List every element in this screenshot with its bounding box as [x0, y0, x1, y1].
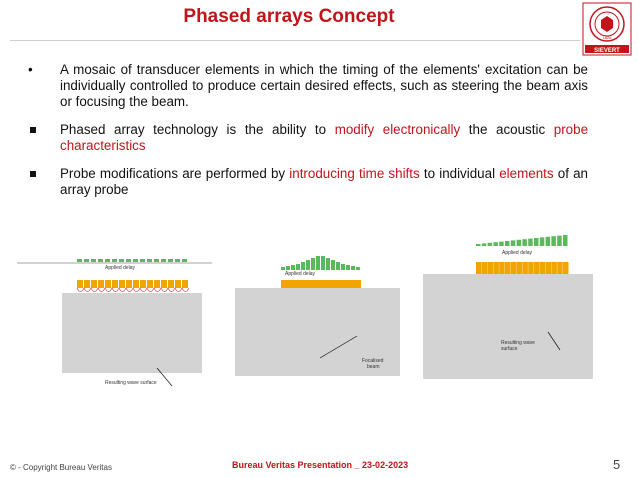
- delay-bar: [161, 259, 166, 262]
- bullet-text: to individual: [423, 166, 500, 181]
- transducer-elements: [476, 262, 569, 274]
- page-number: 5: [613, 457, 621, 472]
- transducer-element: [563, 262, 569, 274]
- applied-delay-label: Applied delay: [105, 265, 136, 271]
- transducer-element: [534, 262, 540, 274]
- transducer-element: [488, 262, 494, 274]
- slide-title: Phased arrays Concept: [183, 6, 395, 27]
- delay-bar: [511, 240, 516, 246]
- delay-bar: [493, 242, 498, 246]
- applied-delay-label: Applied delay: [502, 250, 533, 256]
- highlight-text: elements: [499, 166, 554, 181]
- delay-bar: [546, 237, 551, 246]
- delay-bar: [296, 264, 300, 270]
- delay-bar: [286, 266, 290, 270]
- delay-bar: [522, 239, 527, 246]
- transducer-elements: [281, 280, 361, 288]
- transducer-element: [133, 280, 139, 288]
- delay-bar: [488, 243, 493, 246]
- title-divider: [10, 40, 580, 41]
- delay-bar: [147, 259, 152, 262]
- delay-bar: [91, 259, 96, 262]
- bullet-text: A mosaic of transducer elements in which the timing of the elements' excitation can be individually controlled to produce certain desired effects, such as steering the beam axis or focusing the beam.: [60, 62, 588, 109]
- transducer-element: [511, 262, 517, 274]
- delay-bar: [505, 241, 510, 246]
- delay-bar: [540, 237, 545, 246]
- transducer-element: [147, 280, 153, 288]
- transducer-element: [168, 280, 174, 288]
- delay-bar: [316, 256, 320, 270]
- test-material: [423, 274, 593, 379]
- presentation-info: Bureau Veritas Presentation _ 23-02-2023: [232, 460, 409, 470]
- delay-bar: [119, 259, 124, 262]
- bullet-text: Phased array technology is the ability to: [60, 122, 335, 137]
- delay-bar: [346, 265, 350, 270]
- transducer-element: [301, 280, 306, 288]
- delay-bar: [140, 259, 145, 262]
- figure-focusing-delay: [235, 250, 405, 380]
- transducer-element: [140, 280, 146, 288]
- transducer-element: [517, 262, 523, 274]
- transducer-element: [306, 280, 311, 288]
- bureau-veritas-logo: [582, 2, 632, 56]
- transducer-element: [98, 280, 104, 288]
- transducer-element: [291, 280, 296, 288]
- delay-bar: [341, 264, 345, 270]
- delay-bar: [281, 267, 285, 270]
- transducer-element: [286, 280, 291, 288]
- test-material: [62, 293, 202, 373]
- delay-bar: [517, 240, 522, 246]
- svg-text:1828: 1828: [602, 35, 612, 40]
- transducer-element: [175, 280, 181, 288]
- delay-bar: [291, 265, 295, 270]
- highlight-text: probe characteristics: [60, 122, 589, 153]
- figure-steering-delay: [418, 232, 598, 382]
- transducer-element: [546, 262, 552, 274]
- transducer-element: [331, 280, 336, 288]
- delay-bar: [168, 259, 173, 262]
- transducer-element: [551, 262, 557, 274]
- transducer-element: [476, 262, 482, 274]
- resulting-label-2: surface: [501, 346, 518, 352]
- transducer-element: [499, 262, 505, 274]
- delay-bar: [311, 258, 315, 270]
- transducer-element: [126, 280, 132, 288]
- delay-bar: [306, 260, 310, 270]
- delay-bar: [175, 259, 180, 262]
- delay-bar: [476, 244, 481, 246]
- transducer-element: [522, 262, 528, 274]
- dot-bullet-icon: •: [28, 62, 33, 77]
- transducer-element: [105, 280, 111, 288]
- delay-bar: [331, 260, 335, 270]
- delay-bar: [77, 259, 82, 262]
- transducer-element: [493, 262, 499, 274]
- resulting-label: Resulting wave surface: [105, 380, 157, 386]
- transducer-element: [112, 280, 118, 288]
- transducer-element: [182, 280, 188, 288]
- delay-bar: [105, 259, 110, 262]
- transducer-element: [84, 280, 90, 288]
- delay-bar: [534, 238, 539, 246]
- delay-bar: [336, 262, 340, 270]
- copyright-text: © - Copyright Bureau Veritas: [10, 463, 112, 472]
- transducer-element: [346, 280, 351, 288]
- delay-bar: [528, 239, 533, 246]
- delay-bars: [77, 259, 187, 262]
- delay-bars: [476, 235, 568, 246]
- delay-bar: [321, 256, 325, 270]
- transducer-element: [505, 262, 511, 274]
- delay-bar: [112, 259, 117, 262]
- delay-bar: [563, 235, 568, 246]
- delay-bar: [557, 236, 562, 246]
- delay-bar: [356, 267, 360, 270]
- transducer-element: [77, 280, 83, 288]
- transducer-element: [154, 280, 160, 288]
- bullet-text: Probe modifications are performed by: [60, 166, 290, 181]
- transducer-element: [336, 280, 341, 288]
- bullet-item: [28, 166, 588, 198]
- delay-bar: [126, 259, 131, 262]
- square-bullet-icon: [30, 127, 36, 133]
- transducer-element: [311, 280, 316, 288]
- delay-bar: [98, 259, 103, 262]
- transducer-element: [341, 280, 346, 288]
- bullet-text: of an array probe: [60, 166, 588, 197]
- transducer-element: [540, 262, 546, 274]
- transducer-element: [161, 280, 167, 288]
- bullet-item: [28, 62, 588, 110]
- transducer-element: [119, 280, 125, 288]
- delay-bar: [154, 259, 159, 262]
- figure-linear-delay: [17, 258, 217, 388]
- delay-bar: [482, 243, 487, 246]
- delay-bar: [326, 258, 330, 270]
- delay-bar: [301, 262, 305, 270]
- svg-text:SIEVERT: SIEVERT: [594, 48, 620, 54]
- delay-bar: [499, 242, 504, 246]
- transducer-element: [482, 262, 488, 274]
- transducer-element: [91, 280, 97, 288]
- transducer-element: [356, 280, 361, 288]
- focalised-label-1: Focalised: [362, 358, 384, 364]
- delay-bar: [351, 266, 355, 270]
- transducer-element: [321, 280, 326, 288]
- wavefront: [77, 288, 189, 292]
- delay-bars: [281, 256, 360, 270]
- delay-bar: [133, 259, 138, 262]
- bullet-list: [28, 62, 588, 210]
- bullet-text: the acoustic: [460, 122, 554, 137]
- transducer-element: [296, 280, 301, 288]
- transducer-elements: [77, 280, 188, 288]
- transducer-element: [557, 262, 563, 274]
- highlight-text: introducing time shifts: [289, 166, 424, 181]
- square-bullet-icon: [30, 171, 36, 177]
- bullet-item: [28, 122, 588, 154]
- transducer-element: [528, 262, 534, 274]
- delay-bar: [182, 259, 187, 262]
- transducer-element: [281, 280, 286, 288]
- applied-delay-label: Applied delay: [285, 271, 316, 277]
- transducer-element: [326, 280, 331, 288]
- resulting-label-1: Resulting wave: [501, 340, 535, 346]
- delay-bar: [84, 259, 89, 262]
- focalised-label-2: beam: [367, 364, 380, 370]
- delay-bar: [551, 236, 556, 246]
- transducer-element: [351, 280, 356, 288]
- transducer-element: [316, 280, 321, 288]
- highlight-text: modify electronically: [334, 122, 461, 137]
